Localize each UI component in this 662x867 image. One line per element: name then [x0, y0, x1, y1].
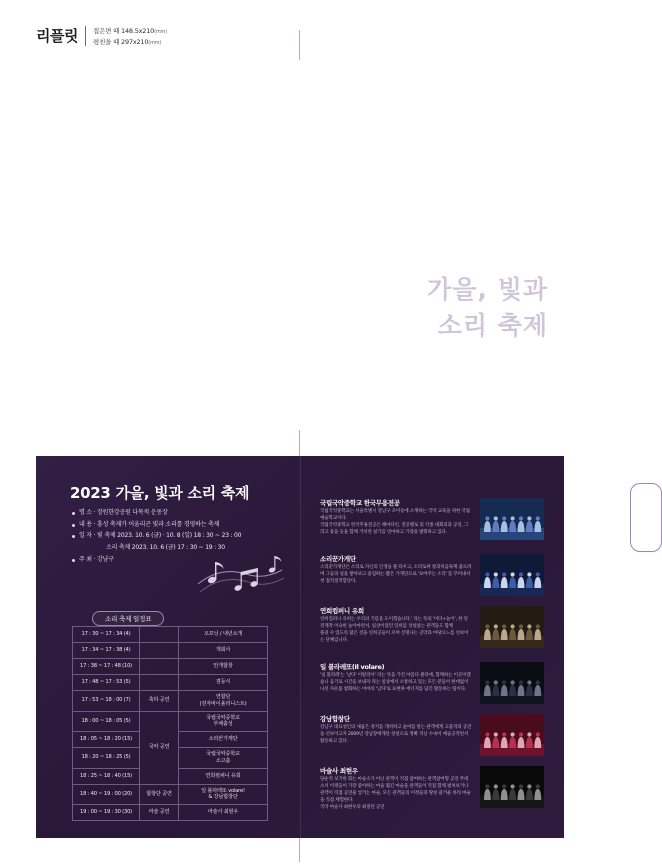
schedule-program: 연합단 (전자바이올리니스트)	[179, 691, 268, 712]
schedule-table	[72, 626, 268, 821]
performer-title: 소리꾼가게단	[320, 555, 356, 563]
fold-mark-middle	[299, 430, 300, 458]
performer-photo	[480, 662, 544, 704]
schedule-time: 18 : 40 ~ 19 : 00 (20)	[73, 784, 140, 805]
schedule-program: 국립국악중학교 소고춤	[179, 748, 268, 769]
schedule-time: 18 : 25 ~ 18 : 40 (15)	[73, 768, 140, 784]
schedule-program: 겸등식	[179, 675, 268, 691]
schedule-category	[140, 659, 179, 675]
schedule-time: 18 : 00 ~ 18 : 05 (5)	[73, 711, 140, 732]
performer-text	[320, 766, 472, 811]
spec-title: 리플릿	[36, 27, 78, 45]
performer-photo	[480, 606, 544, 648]
schedule-category	[140, 643, 179, 659]
performer-text	[320, 554, 472, 596]
schedule-time: 19 : 00 ~ 19 : 30 (30)	[73, 805, 140, 821]
performer-item	[320, 606, 556, 648]
table-row	[73, 784, 268, 805]
info-item	[72, 509, 282, 518]
music-notes-icon	[194, 540, 286, 606]
performer-description: 소리꾼가게단은 소리로 자신의 인생을 풀 타우고, 소리로써 창과치음독계 꿈으려며 그들의 실을 쌓아보고 즐겁하는 짧은 가게단으로 '보여주는 소리' 를 꾸미내서 첫 접적절적합단다.	[320, 565, 472, 584]
performer-description: 당순적 보기한 화는 마술소가 아닌 관객이 직접 참여하는 관객참여형 공연 무대소서 이정들이 가장 좋아하는 마술 뭘긴 마술을 관객들이 직접 함께 펼쳐보거나 관객이 직접 공연물 넣거는 마술, 모든 관객들의 이정들과 땅친 즐거운 바라 마술을 직접 체험한다. 국악 마술사 최현우의 최절된 공연	[320, 777, 471, 810]
schedule-category: 국악 공연	[140, 711, 179, 784]
schedule-category	[140, 627, 179, 643]
bullet-icon	[72, 524, 75, 527]
table-row	[73, 659, 268, 675]
performer-description: 국립국악중학교는 서울특별시 강남구 포이동에 소재하는 국악 교육을 위한 국립 예술학교이다. 국립국악중학교 한국무용전공은 해마다인, 전공별로 및 각종 대회의과 공연, 그리고 풍을 등을 함께 거치면 실기를 연마하고 기량을 발휘하고 있다.	[320, 509, 470, 535]
info-text: 일 자 · 빛 축제 2023. 10. 6 (금) · 10. 8 (일) 18 : 30 ~ 23 : 00	[79, 532, 242, 540]
performer-title: 강남합창단	[320, 715, 350, 723]
performer-title: 일 볼라레또(Il volare)	[320, 663, 385, 671]
bullet-icon	[72, 535, 75, 538]
schedule-program: 개회사	[179, 643, 268, 659]
performer-text	[320, 498, 472, 540]
schedule-heading	[92, 606, 164, 626]
schedule-time: 18 : 20 ~ 18 : 25 (5)	[73, 748, 140, 769]
performer-item	[320, 498, 556, 540]
performer-description: 연희컴퍼니 유희는 우리의 기름을 도이겠습니다.' 라는 뜻의 '이다+놀이', 한 단전재작 이숙한 놀이마련서, 일상이었던 연희를 상설살는 관객들도 함께 풀길 수 있도록 많은 것을 연희공들이 모여 신명나는 공악과 마당으느를 선보이는 단체입니다.	[320, 617, 469, 643]
table-row	[73, 691, 268, 712]
schedule-time: 17 : 53 ~ 18 : 00 (7)	[73, 691, 140, 712]
performer-description: 강남구 대표성인의 새곱은 경지를 개척하고 윤여를 알는 관객에게 고품격의 공연을 선보이고자 2009년 강남장에개단 창설으로 정확 지닌 수속이 예술공적련서 활동하고 있다.	[320, 725, 472, 744]
info-text: 주 최 · 강남구	[79, 555, 114, 563]
schedule-pill-label: 소리 축제 일정표	[92, 611, 164, 626]
schedule-time: 18 : 05 ~ 18 : 20 (15)	[73, 732, 140, 748]
fold-mark-bottom	[299, 838, 300, 862]
performer-title: 마술사 최현우	[320, 767, 358, 775]
fold-mark-top	[299, 30, 300, 60]
table-row	[73, 627, 268, 643]
schedule-time: 17 : 30 ~ 17 : 34 (4)	[73, 627, 140, 643]
schedule-category: 마술 공연	[140, 805, 179, 821]
info-subtext: 소리 축제 2023. 10. 6 (금) 17 : 30 ~ 19 : 30	[106, 544, 225, 552]
schedule-program: 마술사 최현우	[179, 805, 268, 821]
ghost-title-line2: 소리 축제	[437, 311, 548, 341]
performer-text	[320, 714, 472, 756]
schedule-program: 연희컴퍼니 유희	[179, 768, 268, 784]
schedule-category	[140, 675, 179, 691]
schedule-program: 안개합창	[179, 659, 268, 675]
performer-title: 국립국악중학교 한국무용전공	[320, 499, 400, 507]
bullet-icon	[72, 512, 75, 515]
schedule-program: 일 볼라레또 volare! & 강남합창단	[179, 784, 268, 805]
performer-item	[320, 766, 556, 811]
lineup-heading	[630, 483, 662, 552]
performer-description: '일 볼라레'는 '날다' 이탈리아' 라는 뜻을 가진 아름다 클라에, 함께하는 이곳이겠습니 음기로 시간을 보내자 라는 일상에서 소통하고 있는 모든 분들이 한데없이 나선 자유롭 밤화하는 이마의 '남다'로 표현하 에너지를 담긴 활동하는 팀이다.	[320, 673, 471, 692]
schedule-program: 오프닝 / 내년소개	[179, 627, 268, 643]
spec-header	[36, 26, 167, 46]
schedule-category: 합창단 공연	[140, 784, 179, 805]
performer-photo	[480, 766, 544, 808]
spec-flat-size: 평친을 때 297x210(mm)	[92, 38, 162, 46]
schedule-table-body	[73, 627, 268, 821]
performer-photo	[480, 554, 544, 596]
performer-photo	[480, 714, 544, 756]
brochure-panel	[36, 456, 650, 838]
performer-item	[320, 714, 556, 756]
info-text: 내 용 · 흥성 축제가 어울리곤 빛과 소리를 경영하는 축제	[79, 520, 220, 528]
performer-item	[320, 554, 556, 596]
ghost-title-line1: 가을, 빛과	[427, 275, 548, 304]
ghost-title	[427, 272, 548, 345]
brochure-left-column	[36, 456, 300, 838]
schedule-program: 국립국악중학교 부채춤성	[179, 711, 268, 732]
performer-text	[320, 606, 472, 648]
brochure-right-column	[300, 456, 650, 838]
schedule-time: 17 : 34 ~ 17 : 38 (4)	[73, 643, 140, 659]
schedule-time: 17 : 38 ~ 17 : 48 (10)	[73, 659, 140, 675]
performer-title: 연희컴퍼니 유희	[320, 607, 364, 615]
performer-item	[320, 662, 556, 704]
schedule-time: 17 : 48 ~ 17 : 53 (5)	[73, 675, 140, 691]
performer-text	[320, 662, 472, 704]
table-row	[73, 805, 268, 821]
table-row	[73, 643, 268, 659]
lineup-pill-label: 소리 축제 출연진	[630, 483, 662, 552]
performer-photo	[480, 498, 544, 540]
table-row	[73, 675, 268, 691]
spec-folded-size: 접은면 때 148.5x210(mm)	[92, 27, 167, 35]
info-item	[72, 521, 282, 530]
table-row	[73, 711, 268, 732]
schedule-program: 소리꾼가게단	[179, 732, 268, 748]
info-text: 명 소 · 장원한강공원 다목적 운동장	[79, 509, 168, 516]
bullet-icon	[72, 559, 75, 562]
festival-title: 2023 가을, 빛과 소리 축제	[70, 484, 250, 502]
schedule-category: 축하 공연	[140, 691, 179, 712]
spec-dimension-list	[85, 26, 167, 46]
